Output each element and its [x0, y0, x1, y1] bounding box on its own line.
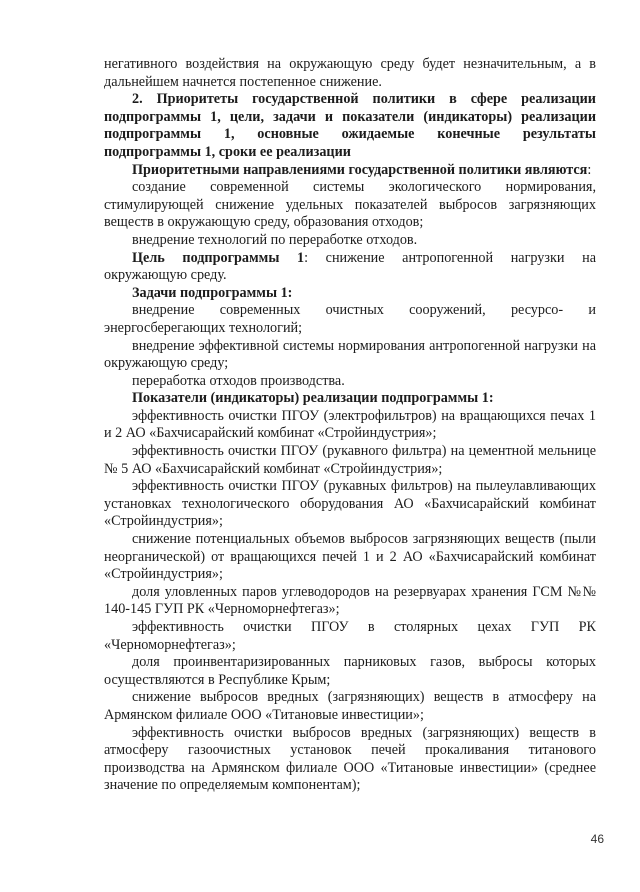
task-item: переработка отходов производства.: [132, 372, 345, 389]
goal-paragraph: Цель подпрограммы 1: снижение антропогенной нагрузки на окружающую среду.: [104, 249, 596, 284]
indicator-item: снижение выбросов вредных (загрязняющих) веществ в атмосферу на Армянском филиале ООО «Титановые инвестиции»;: [104, 689, 596, 723]
indicators-heading: Показатели (индикаторы) реализации подпрограммы 1:: [132, 390, 494, 407]
section-heading: 2. Приоритеты государственной политики в сфере реализации подпрограммы 1, цели, задачи и показатели (индикаторы) реализации подпрограммы 1, основные ожидаемые конечные результаты подпрограммы 1, сроки ее реализации: [104, 91, 596, 160]
page-number: 46: [590, 832, 604, 846]
task-item: внедрение современных очистных сооружений, ресурсо- и энергосберегающих технологий;: [104, 302, 596, 336]
indicator-item: эффективность очистки ПГОУ (электрофильтров) на вращающихся печах 1 и 2 АО «Бахчисарайский комбинат «Стройиндустрия»;: [104, 407, 596, 442]
priority-item: внедрение технологий по переработке отходов.: [132, 231, 418, 248]
task-item: внедрение эффективной системы нормирования антропогенной нагрузки на окружающую среду;: [104, 337, 596, 372]
indicator-item: эффективность очистки выбросов вредных (загрязняющих) веществ в атмосферу газоочистных установок печей прокаливания титанового производства на Армянском филиале ООО «Титановые инвестиции» (среднее значение по определяемым компонентам);: [104, 724, 596, 794]
tasks-heading: Задачи подпрограммы 1:: [132, 284, 293, 301]
indicator-item: эффективность очистки ПГОУ в столярных цехах ГУП РК «Черноморнефтегаз»;: [104, 619, 596, 653]
intro-paragraph: негативного воздействия на окружающую среду будет незначительным, а в дальнейшем начнется постепенное снижение.: [104, 56, 596, 90]
priorities-heading: Приоритетными направлениями государственной политики являются:: [132, 161, 592, 178]
priority-item: создание современной системы экологического нормирования, стимулирующей снижение удельных показателей выбросов загрязняющих веществ в окружающую среду, образования отходов;: [104, 179, 596, 231]
document-body: [104, 56, 596, 795]
indicator-item: доля проинвентаризированных парниковых газов, выбросы которых осуществляются в Республике Крым;: [104, 654, 596, 688]
indicator-item: эффективность очистки ПГОУ (рукавных фильтров) на пылеулавливающих установках технологического оборудования АО «Бахчисарайский комбинат «Стройиндустрия»;: [104, 478, 596, 530]
indicator-item: доля уловленных паров углеводородов на резервуарах хранения ГСМ №№ 140-145 ГУП РК «Черноморнефтегаз»;: [104, 583, 596, 618]
indicator-item: снижение потенциальных объемов выбросов загрязняющих веществ (пыли неорганической) от вращающихся печей 1 и 2 АО «Бахчисарайский комбинат «Стройиндустрия»;: [104, 531, 596, 583]
indicator-item: эффективность очистки ПГОУ (рукавного фильтра) на цементной мельнице № 5 АО «Бахчисарайский комбинат «Стройиндустрия»;: [104, 443, 596, 477]
